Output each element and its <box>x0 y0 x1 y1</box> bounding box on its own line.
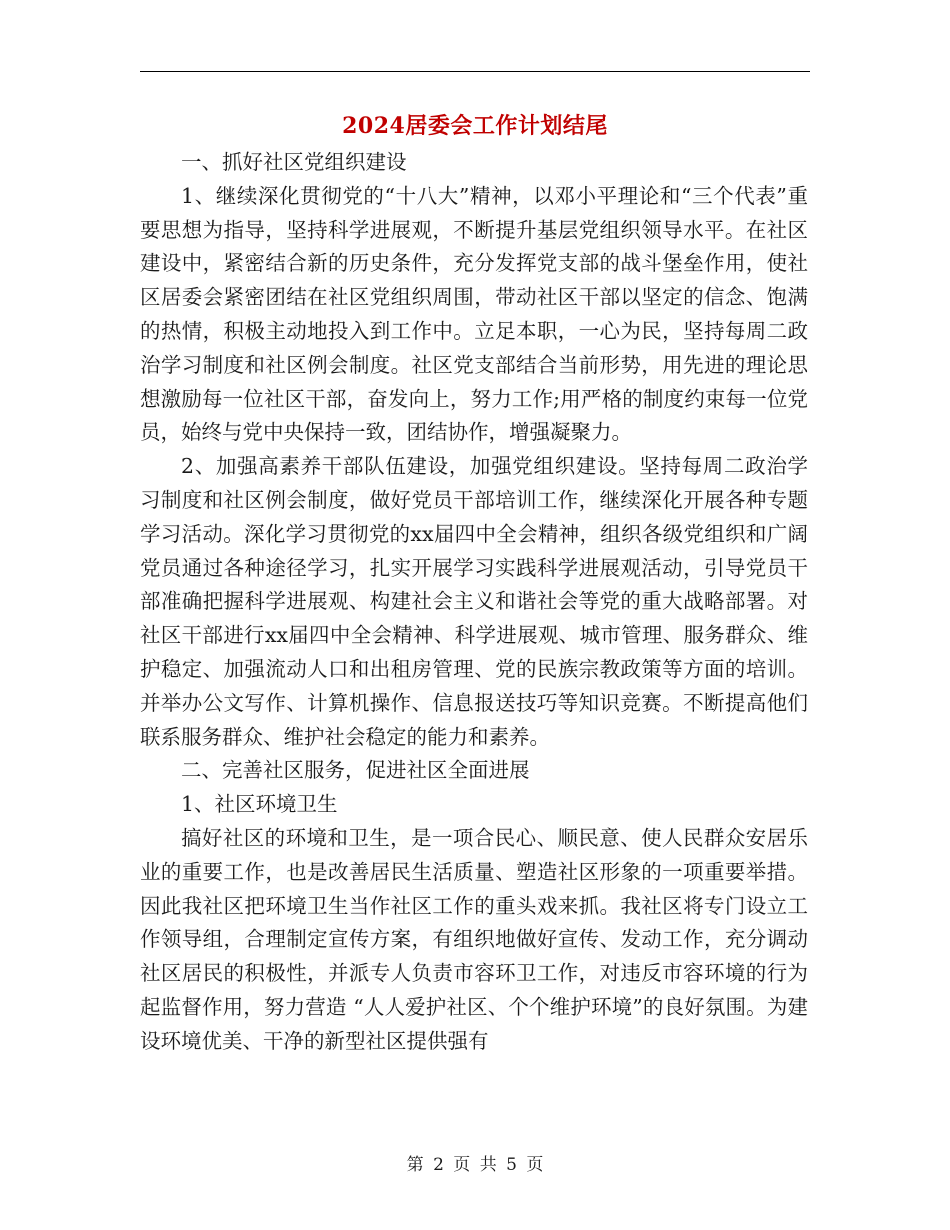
section-heading-1: 一、抓好社区党组织建设 <box>181 150 407 174</box>
document-body <box>140 146 808 1059</box>
paragraph-1: 1、继续深化贯彻党的“十八大”精神，以邓小平理论和“三个代表”重要思想为指导，坚持科学进展观，不断提升基层党组织领导水平。在社区建设中，紧密结合新的历史条件，充分发挥党支部的战斗堡垒作用，使社区居委会紧密团结在社区党组织周围，带动社区干部以坚定的信念、饱满的热情，积极主动地投入到工作中。立足本职，一心为民，坚持每周二政治学习制度和社区例会制度。社区党支部结合当前形势，用先进的理论思想激励每一位社区干部，奋发向上，努力工作;用严格的制度约束每一位党员，始终与党中央保持一致，团结协作，增强凝聚力。 <box>140 183 808 445</box>
subsection-heading-1: 1、社区环境卫生 <box>181 792 338 817</box>
section-heading-2: 二、完善社区服务，促进社区全面进展 <box>181 758 530 783</box>
paragraph-3: 搞好社区的环境和卫生，是一项合民心、顺民意、使人民群众安居乐业的重要工作，也是改善居民生活质量、塑造社区形象的一项重要举措。因此我社区把环境卫生当作社区工作的重头戏来抓。我社区将专门设立工作领导组，合理制定宣传方案，有组织地做好宣传、发动工作，充分调动社区居民的积极性，并派专人负责市容环卫工作，对违反市容环境的行为起监督作用，努力营造 “人人爱护社区、个个维护环境”的良好氛围。为建设环境优美、干净的新型社区提供强有 <box>140 825 808 1053</box>
paragraph-2: 2、加强高素养干部队伍建设，加强党组织建设。坚持每周二政治学习制度和社区例会制度，做好党员干部培训工作，继续深化开展各种专题学习活动。深化学习贯彻党的xx届四中全会精神，组织各级党组织和广阔党员通过各种途径学习，扎实开展学习实践科学进展观活动，引导党员干部准确把握科学进展观、构建社会主义和谐社会等党的重大战略部署。对社区干部进行xx届四中全会精神、科学进展观、城市管理、服务群众、维护稳定、加强流动人口和出租房管理、党的民族宗教政策等方面的培训。并举办公文写作、计算机操作、信息报送技巧等知识竞赛。不断提高他们联系服务群众、维护社会稳定的能力和素养。 <box>140 454 808 749</box>
header-rule <box>140 71 810 72</box>
page-footer: 第 2 页 共 5 页 <box>406 1155 544 1175</box>
document-title: 2024居委会工作计划结尾 <box>342 113 608 139</box>
